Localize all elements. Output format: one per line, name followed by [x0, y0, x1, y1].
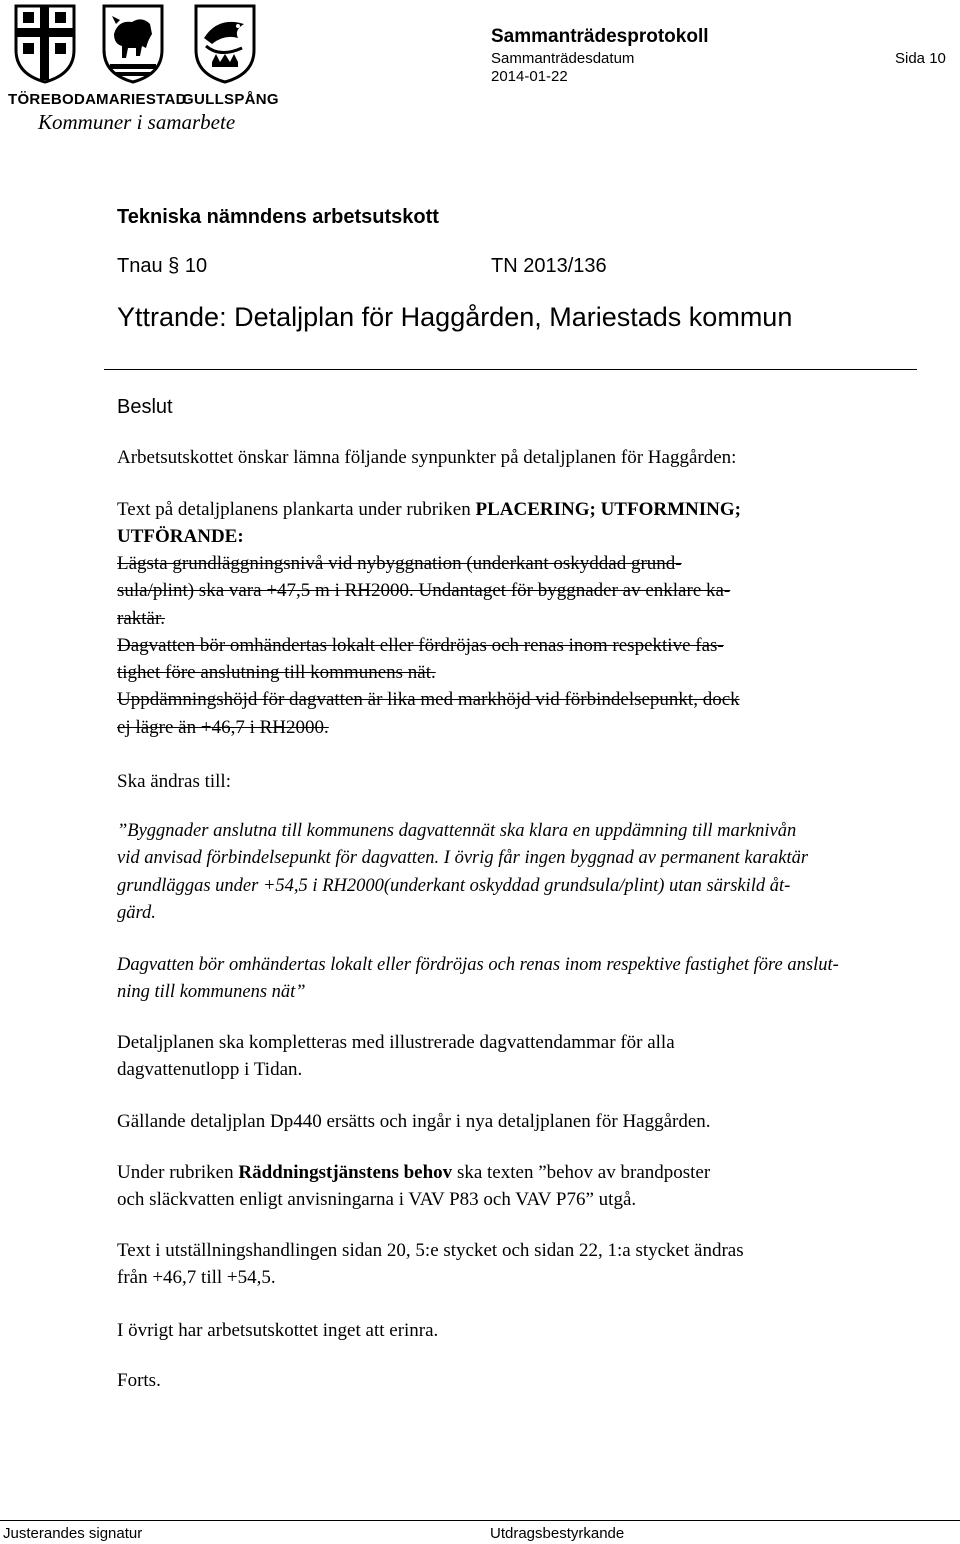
page-title: Yttrande: Detaljplan för Haggården, Mariestads kommun	[117, 302, 793, 332]
struck-line: ej lägre än +46,7 i RH2000.	[117, 716, 329, 738]
utstallning-paragraph	[117, 1237, 877, 1291]
text-line: Detaljplanen ska kompletteras med illustrerade dagvattendammar för alla	[117, 1032, 675, 1053]
text-line: Under rubriken Räddningstjänstens behov ska texten ”behov av brandposter	[117, 1162, 711, 1183]
text-line: dagvattenutlopp i Tidan.	[117, 1059, 303, 1080]
meeting-date: 2014-01-22	[491, 68, 568, 85]
municipality-gullspang: GULLSPÅNG	[182, 91, 279, 108]
logo-tagline: Kommuner i samarbete	[38, 110, 236, 134]
paragraph-ref-label: Tnau	[117, 255, 163, 277]
decision-heading: Beslut	[117, 396, 173, 418]
gullspang-crest-icon	[194, 4, 256, 84]
quote-line: grundläggas under +54,5 i RH2000(underkant oskyddad grundsula/plint) utan särskild åt-	[117, 875, 791, 896]
footer-rule	[0, 1520, 960, 1521]
text-line: från +46,7 till +54,5.	[117, 1267, 276, 1288]
quote-line: Dagvatten bör omhändertas lokalt eller fördröjas och renas inom respektive fastighet före anslut-	[117, 955, 839, 975]
change-to-label: Ska ändras till:	[117, 771, 231, 792]
raddning-paragraph	[117, 1159, 877, 1213]
struck-text	[117, 550, 877, 741]
municipality-mariestad: MARIESTAD	[96, 91, 187, 108]
footer-signature-label: Justerandes signatur	[3, 1525, 143, 1542]
struck-line: Uppdämningshöjd för dagvatten är lika med markhöjd vid förbindelsepunkt, dock	[117, 689, 740, 711]
date-label: Sammanträdesdatum	[491, 50, 635, 67]
plankarta-line-2: UTFÖRANDE:	[117, 526, 244, 547]
plankarta-line-1: Text på detaljplanens plankarta under rubriken PLACERING; UTFORMNING;	[117, 499, 741, 520]
struck-line: Dagvatten bör omhändertas lokalt eller fördröjas och renas inom respektive fas-	[117, 634, 724, 656]
quote-line: gärd.	[117, 902, 156, 923]
struck-line: raktär.	[117, 607, 166, 629]
toreboda-crest-icon	[14, 4, 76, 84]
struck-line: Lägsta grundläggningsnivå vid nybyggnation (underkant oskyddad grund-	[117, 553, 682, 574]
paragraph-number: 10	[184, 255, 208, 277]
municipality-toreboda: TÖREBODA	[8, 91, 97, 108]
text-line: Text i utställningshandlingen sidan 20, 5:e stycket och sidan 22, 1:a stycket ändras	[117, 1240, 744, 1261]
quote-paragraph-1	[117, 818, 877, 927]
quote-line: ning till kommunens nät”	[117, 982, 306, 1002]
text-line: och släckvatten enligt anvisningarna i VAV P83 och VAV P76” utgå.	[117, 1189, 637, 1210]
doc-type: Sammanträdesprotokoll	[491, 26, 709, 47]
detaljplan-paragraph	[117, 1029, 877, 1083]
plankarta-paragraph	[117, 496, 877, 550]
dp440-paragraph: Gällande detaljplan Dp440 ersätts och ingår i nya detaljplanen för Haggården.	[117, 1111, 711, 1132]
intro-paragraph: Arbetsutskottet önskar lämna följande synpunkter på detaljplanen för Haggården:	[117, 447, 737, 468]
mariestad-crest-icon	[102, 4, 164, 84]
struck-line: tighet före anslutning till kommunens nät.	[117, 662, 436, 684]
quote-line: ”Byggnader anslutna till kommunens dagvattennät ska klara en uppdämning till marknivån	[117, 821, 797, 841]
ovrigt-paragraph: I övrigt har arbetsutskottet inget att erinra.	[117, 1320, 439, 1341]
struck-line: sula/plint) ska vara +47,5 m i RH2000. Undantaget för byggnader av enklare ka-	[117, 580, 731, 602]
footer-extract-label: Utdragsbestyrkande	[490, 1525, 625, 1542]
quote-line: vid anvisad förbindelsepunkt för dagvatten. I övrig får ingen byggnad av permanent karaktär	[117, 848, 809, 869]
section-sign-icon: §	[168, 255, 180, 277]
committee-name: Tekniska nämndens arbetsutskott	[117, 206, 439, 228]
title-rule	[104, 369, 917, 370]
continued-label: Forts.	[117, 1370, 161, 1391]
quote-paragraph-2	[117, 952, 877, 1006]
paragraph-ref	[117, 255, 207, 278]
case-number: TN 2013/136	[491, 255, 607, 277]
page-number: Sida 10	[895, 50, 946, 67]
